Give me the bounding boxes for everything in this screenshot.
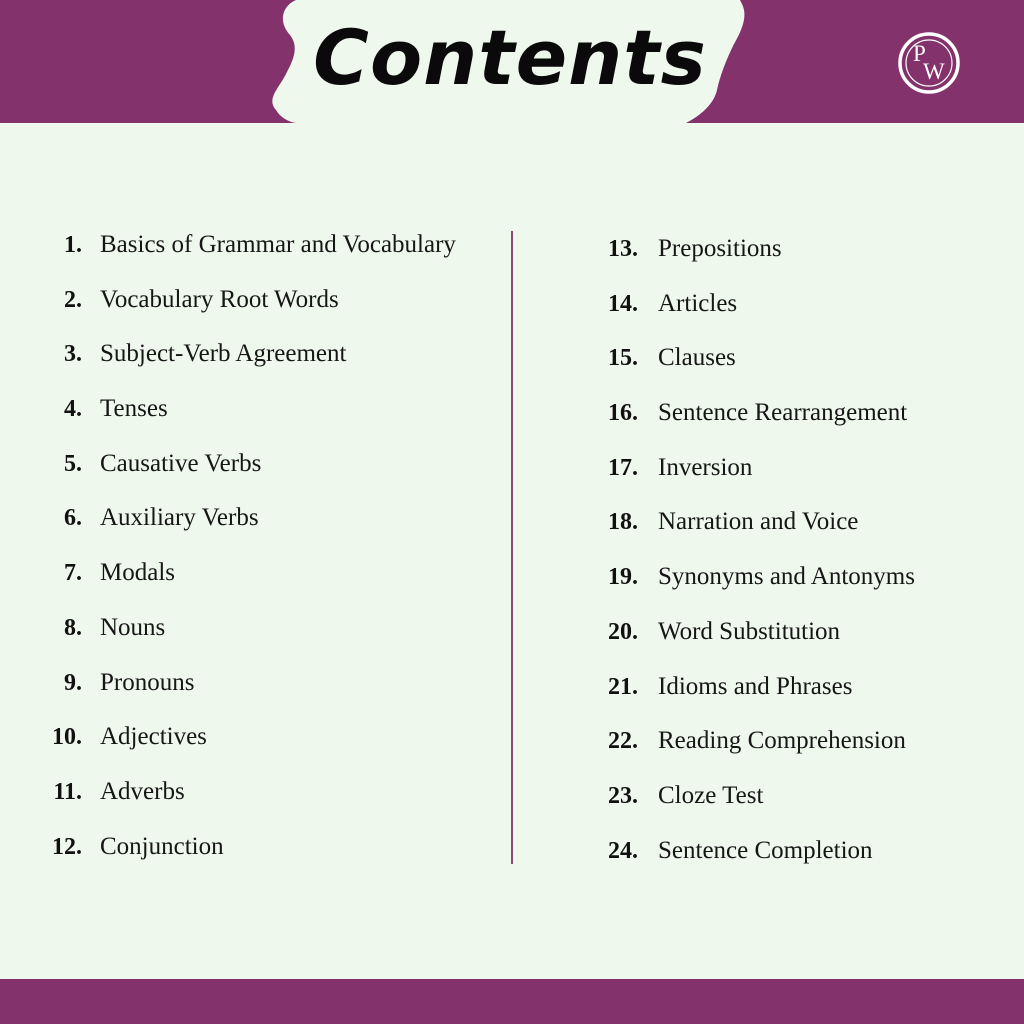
toc-item-label: Clauses [658,344,736,372]
toc-item[interactable] [540,605,1024,660]
toc-item[interactable] [540,495,1024,550]
toc-item-label: Cloze Test [658,781,764,809]
toc-item-label: Nouns [100,613,166,641]
toc-item-label: Synonyms and Antonyms [658,563,915,591]
toc-item-label: Narration and Voice [658,508,859,536]
toc-item-number: 7. [64,560,82,587]
toc-item-number: 14. [608,290,638,317]
toc-item[interactable] [0,491,505,546]
toc-item-label: Adverbs [100,777,185,805]
toc-item-label: Pronouns [100,668,195,696]
logo-letter-p: P [913,41,926,66]
toc-item-number: 6. [64,505,82,532]
toc-item-number: 13. [608,236,638,262]
toc-item-label: Tenses [100,395,168,423]
toc-item[interactable] [540,714,1024,769]
toc-item-number: 20. [608,618,638,645]
toc-item-label: Adjectives [100,723,207,751]
toc-item[interactable] [0,656,505,711]
toc-item[interactable] [540,660,1024,715]
toc-item-label: Word Substitution [658,617,841,645]
toc-item-number: 19. [608,564,638,591]
toc-column-left [0,218,505,874]
toc-item[interactable] [540,386,1024,441]
toc-item-number: 21. [608,673,638,700]
toc-item[interactable] [540,824,1024,879]
toc-item-label: Causative Verbs [100,449,262,477]
footer-band [0,979,1024,1024]
column-divider [511,231,513,864]
toc-item-number: 22. [608,728,638,755]
toc-column-right [540,222,1024,878]
toc-item-label: Inversion [658,453,753,481]
toc-item-label: Vocabulary Root Words [100,285,339,313]
toc-item-number: 9. [64,669,82,696]
toc-item-number: 16. [608,400,638,427]
toc-item[interactable] [0,437,505,492]
toc-item-number: 2. [64,286,82,313]
toc-item[interactable] [0,601,505,656]
toc-item[interactable] [0,327,505,382]
toc-item[interactable] [0,710,505,765]
toc-item-number: 23. [608,782,638,809]
page-title: Contents [313,13,707,102]
toc-item-number: 1. [64,232,82,258]
toc-item[interactable] [540,441,1024,496]
toc-item-number: 11. [53,778,82,805]
toc-item-number: 8. [64,614,82,641]
toc-item-label: Subject-Verb Agreement [100,340,347,368]
toc-item-label: Auxiliary Verbs [100,504,259,532]
toc-item-number: 4. [64,396,82,423]
toc-item-label: Articles [658,289,738,317]
toc-item-label: Basics of Grammar and Vocabulary [100,231,456,258]
toc-item-label: Prepositions [658,235,782,262]
toc-item-number: 5. [64,450,82,477]
toc-item-number: 15. [608,345,638,372]
toc-item[interactable] [540,331,1024,386]
toc-item[interactable] [0,546,505,601]
pw-logo-icon [897,31,961,95]
toc-item-number: 18. [608,509,638,536]
toc-item-number: 3. [64,341,82,368]
toc-item-label: Sentence Rearrangement [658,399,908,427]
toc-item[interactable] [540,550,1024,605]
toc-item-number: 24. [608,837,638,864]
toc-item-label: Modals [100,559,175,587]
toc-item-number: 10. [52,724,82,751]
toc-item[interactable] [0,382,505,437]
logo-letter-w: W [923,59,945,84]
toc-item[interactable] [540,222,1024,277]
toc-item[interactable] [540,769,1024,824]
toc-item[interactable] [0,765,505,820]
toc-item[interactable] [540,277,1024,332]
toc-item-label: Idioms and Phrases [658,672,853,700]
toc-item-number: 17. [608,454,638,481]
toc-item-number: 12. [52,833,82,860]
toc-item-label: Reading Comprehension [658,727,906,755]
toc-item[interactable] [0,218,505,273]
toc-item[interactable] [0,273,505,328]
toc-item-label: Conjunction [100,832,224,860]
toc-item[interactable] [0,820,505,875]
toc-item-label: Sentence Completion [658,836,873,864]
